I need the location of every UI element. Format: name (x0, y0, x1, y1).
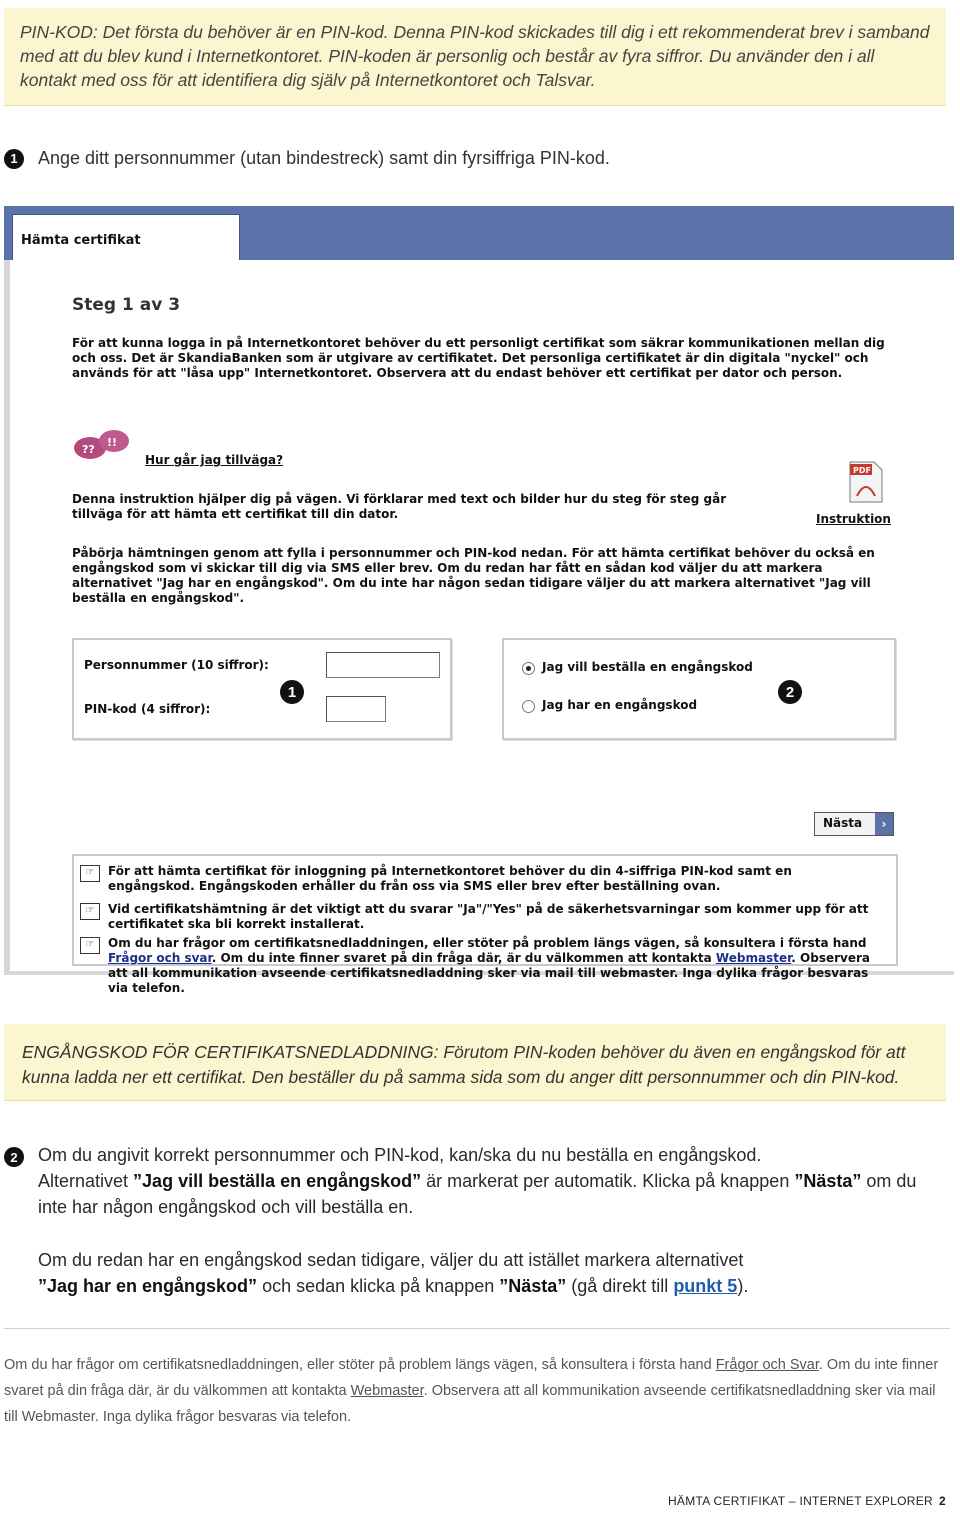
screenshot-page (10, 260, 954, 995)
next-button[interactable] (814, 812, 894, 836)
info-text-1: För att hämta certifikat för inloggning på Internetkontoret behöver du din 4-siffriga PIN-kod samt en engångskod. Engångskoden erhåller du från oss via SMS eller brev efter beställning ovan. (108, 864, 792, 893)
info-row-1 (80, 864, 878, 894)
next-arrow-icon: › (875, 813, 893, 835)
step-1-badge: 1 (4, 149, 24, 169)
step-1-text: Ange ditt personnummer (utan bindestreck) samt din fyrsiffriga PIN-kod. (38, 148, 610, 168)
footer-note (4, 1352, 950, 1430)
footer-text-a: Om du har frågor om certifikatsnedladdningen, eller stöter på problem längs vägen, så konsultera i första hand (4, 1357, 716, 1373)
svg-text:??: ?? (82, 443, 95, 456)
start-paragraph: Påbörja hämtningen genom att fylla i personnummer och PIN-kod nedan. För att hämta certifikat behöver du också en engångskod som vi skickar till dig via SMS eller brev. Om du redan har fått en sådan kod väljer du att markera alternativet "Jag har en engångskod". Om du inte har någon sedan tidigare väljer du att markera alternativet "Jag vill beställa en engångskod". (72, 546, 875, 605)
certificate-screenshot (4, 206, 954, 995)
step-2-p1-d: om du inte har någon engångskod och vill beställa en. (38, 1171, 917, 1217)
info-row-3 (80, 936, 878, 996)
info-text-3 (108, 936, 878, 996)
step-2-p2-a: Om du redan har en engångskod sedan tidigare, väljer du att istället markera alternativet (38, 1250, 744, 1270)
otp-callout (4, 1024, 946, 1101)
help-link[interactable]: Hur går jag tillväga? (145, 453, 284, 467)
pin-code-callout (4, 8, 946, 106)
instruction-link[interactable]: Instruktion (816, 512, 891, 526)
otp-option-panel (502, 638, 896, 740)
info-text-2: Vid certifikatshämtning är det viktigt att du svarar "Ja"/"Yes" på de säkerhetsvarningar som kommer upp för att certifikatet ska bli korrekt installerat. (108, 902, 869, 931)
page-number: 2 (939, 1494, 946, 1508)
info-text-3-b: . Om du inte finner svaret på din fråga där, är du välkommen att kontakta (211, 951, 716, 965)
otp-callout-text: ENGÅNGSKOD FÖR CERTIFIKATSNEDLADDNING: Förutom PIN-koden behöver du även en engångskod för att kunna ladda ner ett certifikat. Den beställer du på samma sida som du anger ditt personnummer och din PIN-kod. (22, 1042, 906, 1087)
step-2-p2-button: ”Nästa” (499, 1276, 567, 1296)
punkt-5-link[interactable]: punkt 5 (673, 1276, 738, 1296)
step-2-p2-d: ). (737, 1276, 749, 1296)
step-1-instruction (4, 148, 610, 169)
pin-code-callout-text: PIN-KOD: Det första du behöver är en PIN-kod. Denna PIN-kod skickades till dig i ett rekommenderat brev i samband med att du blev kund i Internetkontoret. PIN-koden är personlig och består av fyra siffror. Du använder den i all kontakt med oss för att identifiera dig själv på Internetkontoret och Talsvar. (20, 22, 930, 90)
radio-order-otp[interactable] (522, 662, 535, 675)
marker-2: 2 (778, 680, 802, 704)
pin-input[interactable] (326, 696, 386, 722)
step-2-p1-option: ”Jag vill beställa en engångskod” (133, 1171, 422, 1191)
login-panel (72, 638, 452, 740)
next-button-label: Nästa (823, 816, 863, 830)
step-2-p2-b: och sedan klicka på knappen (257, 1276, 500, 1296)
info-row-2 (80, 902, 878, 932)
personnummer-input[interactable] (326, 652, 440, 678)
footer-text-b: . Om du inte finner svaret på din fråga där, är du välkommen att kontakta (4, 1357, 939, 1399)
step-2-paragraph-2 (38, 1247, 938, 1299)
marker-1: 1 (280, 680, 304, 704)
info-text-3-c: . Observera att all kommunikation avseende certifikatsnedladdning sker via mail till webmaster. Inga dylika frågor besvaras via telefon. (108, 951, 870, 995)
info-text-3-a: Om du har frågor om certifikatsnedladdningen, eller stöter på problem längs vägen, så konsultera i första hand (108, 936, 867, 950)
radio-have-otp[interactable] (522, 700, 535, 713)
footer-text-c: . Observera att all kommunikation avseende certifikatsnedladdning sker via mail till Webmaster. Inga dylika frågor besvaras via telefon. (4, 1383, 936, 1425)
personnummer-label: Personnummer (10 siffror): (84, 658, 269, 672)
svg-text:PDF: PDF (853, 466, 871, 475)
pin-label: PIN-kod (4 siffror): (84, 702, 211, 716)
svg-text:!!: !! (107, 436, 118, 449)
tab-label: Hämta certifikat (21, 233, 141, 248)
intro-paragraph: För att kunna logga in på Internetkontoret behöver du ett personligt certifikat som säkrar kommunikationen mellan dig och oss. Det är SkandiaBanken som är utgivare av certifikatet. Det personliga certifikatet är din digitala "nyckel" och används för att "låsa upp" Internetkontoret. Observera att du endast behöver ett certifikat per dator och person. (72, 336, 885, 380)
hand-pointer-icon: ☞ (80, 865, 100, 882)
faq-link[interactable]: Frågor och svar (108, 951, 212, 965)
help-bubbles-icon (72, 428, 134, 462)
guide-paragraph: Denna instruktion hjälper dig på vägen. Vi förklarar med text och bilder hur du steg för steg går tillväga för att hämta ett certifikat till din dator. (72, 492, 727, 521)
footer-webmaster-link[interactable]: Webmaster (350, 1383, 424, 1399)
footer-divider (4, 1328, 950, 1329)
page-footer (668, 1494, 946, 1508)
pdf-icon[interactable] (848, 460, 884, 504)
step-2-p2-c: (gå direkt till (566, 1276, 674, 1296)
step-2-paragraph-1 (38, 1142, 938, 1220)
step-2-badge: 2 (4, 1147, 24, 1167)
step-2-p1-b: Alternativet (38, 1171, 134, 1191)
hand-pointer-icon: ☞ (80, 903, 100, 920)
footer-faq-link[interactable]: Frågor och Svar (715, 1357, 819, 1373)
step-2-p2-option: ”Jag har en engångskod” (38, 1276, 258, 1296)
step-2-p1-button: ”Nästa” (794, 1171, 862, 1191)
hand-pointer-icon: ☞ (80, 937, 100, 954)
webmaster-link[interactable]: Webmaster (715, 951, 792, 965)
step-2-p1-a: Om du angivit korrekt personnummer och PIN-kod, kan/ska du nu beställa en engångskod. (38, 1145, 762, 1165)
radio-order-label[interactable]: Jag vill beställa en engångskod (542, 660, 753, 674)
step-title: Steg 1 av 3 (72, 295, 181, 315)
step-2-p1-c: är markerat per automatik. Klicka på knappen (421, 1171, 795, 1191)
info-box (72, 854, 898, 995)
radio-have-label[interactable]: Jag har en engångskod (542, 698, 698, 712)
page-footer-label: HÄMTA CERTIFIKAT – INTERNET EXPLORER (667, 1494, 934, 1508)
